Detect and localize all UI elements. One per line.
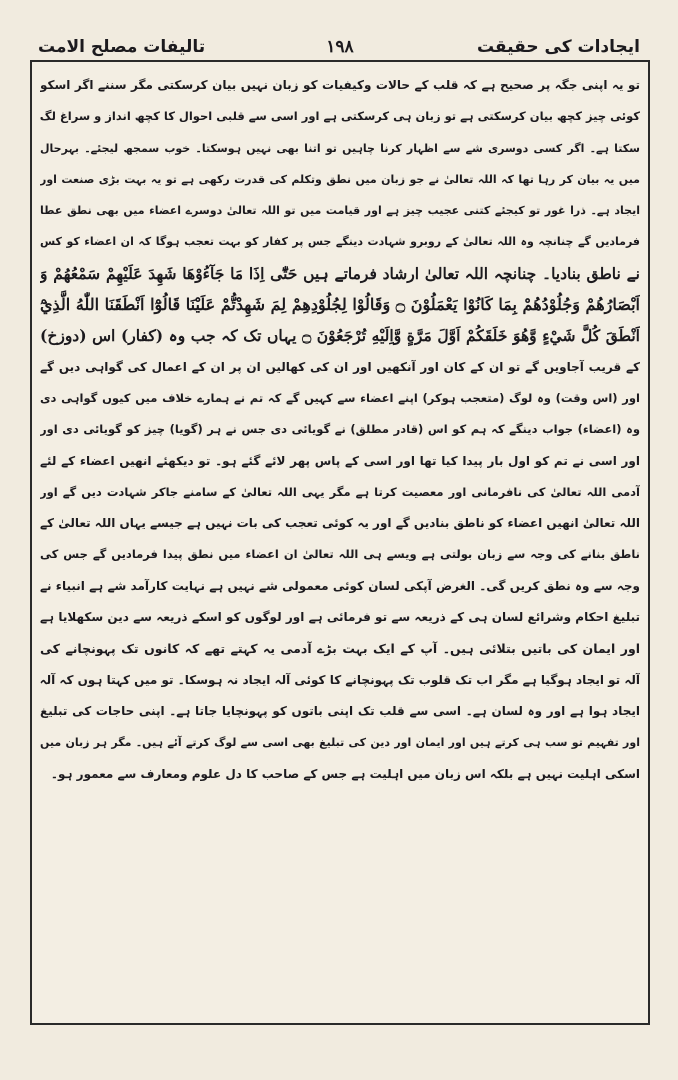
text-line: کے قریب آجاویں گے تو ان کے کان اور آنکھیں اور ان کی کھالیں ان پر ان کے اعمال کی گواہی دیں گے <box>40 359 640 374</box>
text-body <box>40 70 640 1015</box>
page-header <box>30 34 650 60</box>
book-title: تالیفات مصلح الامت <box>38 37 206 57</box>
text-line: اور (اس وقت) وہ لوگ (متعجب ہوکر) اپنے اعضاء سے کہیں گے کہ تم نے ہمارے خلاف میں کیوں گواہی دی <box>40 390 640 405</box>
text-frame <box>30 60 650 1025</box>
text-line: اور ایمان کی باتیں بتلائی ہیں۔ آپ کے ایک بہت بڑے آدمی یہ کہتے تھے کہ کانوں تک پہونچانے کی <box>40 641 640 657</box>
text-line: اور تفہیم تو سب ہی کرتے ہیں اور ایمان اور دین کی تبلیغ بھی اسی سے لوگ کرتے آئے ہیں۔ مگر ہر زبان میں <box>40 736 640 750</box>
text-line: میں یہ بیان کر رہا تھا کہ اللہ تعالیٰ نے جو زبان میں نطق وتکلم کی قدرت رکھی ہے تو یہ بہت بڑی صنعت اور <box>40 172 640 186</box>
text-line-verse: اَبْصَارُهُمْ وَجُلُوْدُهُمْ بِمَا كَانُوْا يَعْمَلُوْنَ ۝ وَقَالُوْا لِجُلُوْدِهِمْ لِمَ شَهِدْتُّمْ عَلَيْنَا قَالُوْٓا اَنْطَقَنَا اللّٰهُ الَّذِيْٓ <box>40 295 640 315</box>
text-line: فرمادیں گے چنانچہ وہ اللہ تعالیٰ کے روبرو شہادت دینگے جس پر کفار کو بہت تعجب ہوگا کہ ان اعضاء کو کس <box>40 235 640 249</box>
text-line: آلہ تو ایجاد ہوگیا ہے مگر اب تک قلوب تک پہونچانے کا کوئی آلہ ایجاد نہ ہوسکا۔ تو میں کہتا ہوں کہ آلہ <box>40 672 640 687</box>
chapter-title: ایجادات کی حقیقت <box>476 37 640 57</box>
text-line: وہ (اعضاء) جواب دینگے کہ ہم کو اس (قادر مطلق) نے گویائی دی جس نے ہر (گویا) چیز کو گویائی دی اور <box>40 422 640 437</box>
text-line: آدمی اللہ تعالیٰ کی نافرمانی اور معصیت کرتا ہے مگر یہی اللہ تعالیٰ کے سامنے جاکر شہادت دیں گے اور <box>40 484 640 499</box>
text-line-verse: نے ناطق بنادیا۔ چنانچہ اللہ تعالیٰ ارشاد فرماتے ہیں حَتّٰٓی اِذَا مَا جَآءُوْهَا شَهِدَ عَلَيْهِمْ سَمْعُهُمْ وَ <box>40 263 640 283</box>
text-line: ناطق بنانے کی وجہ سے زبان بولتی ہے ویسے ہی اللہ تعالیٰ ان اعضاء میں نطق پیدا فرمادیں گے جس کی <box>40 547 640 562</box>
text-line: اور اسی نے تم کو اول بار پیدا کیا تھا اور اسی کے پاس پھر لائے گئے ہو۔ تو دیکھئے انھیں اعضاء کے لئے <box>40 453 640 468</box>
text-line: ایجاد ہے۔ ذرا غور تو کیجئے کتنی عجیب چیز ہے اور قیامت میں تو اللہ تعالیٰ دوسرے اعضاء میں بھی نطق عطا <box>40 204 640 218</box>
text-line: اسکی اہلیت نہیں ہے بلکہ اس زبان میں اہلیت ہے جس کے صاحب کا دل علوم ومعارف سے معمور ہو۔ <box>50 766 640 781</box>
text-line: سکتا ہے۔ اگر کسی دوسری شے سے اظہار کرنا چاہیں تو اتنا بھی نہیں ہوسکتا۔ خوب سمجھ لیجئے۔ بہرحال <box>40 141 640 155</box>
text-line: تبلیغ احکام وشرائع لسان ہی کے ذریعہ سے تو فرمائی ہے اور لوگوں کو اسکے ذریعہ سے دین سکھلایا ہے <box>40 610 640 625</box>
text-line-verse: اَنْطَقَ كُلَّ شَيْءٍ وَّهُوَ خَلَقَكُمْ اَوَّلَ مَرَّةٍ وَّاِلَيْهِ تُرْجَعُوْنَ ۝ یہاں تک کہ جب وہ (کفار) اس (دوزخ) <box>40 326 640 346</box>
text-line: اللہ تعالیٰ انھیں اعضاء کو ناطق بنادیں گے اور یہ کوئی تعجب کی بات نہیں ہے جیسے یہاں اللہ تعالیٰ کے <box>40 516 640 531</box>
text-line: تو یہ اپنی جگہ پر صحیح ہے کہ قلب کے حالات وکیفیات کو زبان نہیں بیان کرسکتی مگر سننے اگر اسکو <box>40 78 640 92</box>
text-line: ایجاد ہوا ہے اور وہ لسان ہے۔ اسی سے قلب تک اپنی باتوں کو پہونچایا جاتا ہے۔ اپنی حاجات کی تبلیغ <box>40 703 640 718</box>
text-line: وجہ سے وہ نطق کریں گی۔ الغرض آپکی لسان کوئی معمولی شے نہیں ہے نہایت کارآمد شے ہے انبیاء نے <box>40 578 640 593</box>
text-line: کوئی چیز کچھ بیان کرسکتی ہے تو زبان ہی کرسکتی ہے اور اسی سے قلبی احوال کا کچھ انداز و سراغ لگ <box>40 109 640 124</box>
page-number: ۱۹۸ <box>326 37 354 57</box>
